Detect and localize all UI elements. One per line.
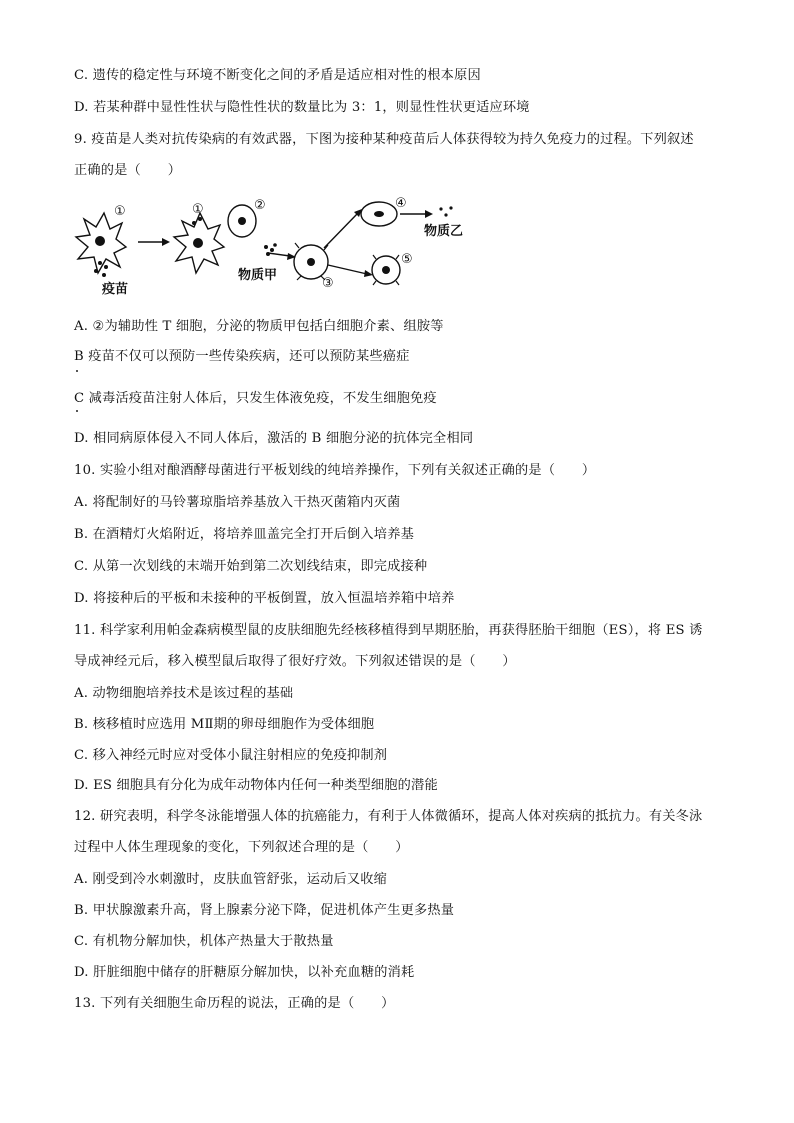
- option-9c: C 减毒活疫苗注射人体后，只发生体液免疫，不发生细胞免疫: [74, 391, 437, 406]
- option-10b: B. 在酒精灯火焰附近，将培养皿盖完全打开后倒入培养基: [74, 527, 414, 542]
- question-11-stem-cont: 导成神经元后，移入模型鼠后取得了很好疗效。下列叙述错误的是（ ）: [74, 654, 516, 669]
- question-10-stem: 10. 实验小组对酿酒酵母菌进行平板划线的纯培养操作，下列有关叙述正确的是（ ）: [74, 463, 596, 478]
- label-substance-a: 物质甲: [238, 268, 278, 283]
- bullet-dot: [76, 410, 78, 412]
- option-10c: C. 从第一次划线的末端开始到第二次划线结束，即完成接种: [74, 559, 428, 574]
- option-11b: B. 核移植时应选用 MⅡ期的卵母细胞作为受体细胞: [74, 717, 375, 732]
- label-cell-4: ④: [395, 196, 407, 211]
- question-9-stem-cont: 正确的是（ ）: [74, 163, 182, 178]
- option-9d: D. 相同病原体侵入不同人体后，激活的 B 细胞分泌的抗体完全相同: [74, 431, 474, 446]
- question-11-stem: 11. 科学家利用帕金森病模型鼠的皮肤细胞先经核移植得到早期胚胎，再获得胚胎干细胞（ES），将 ES 诱: [74, 623, 703, 638]
- immune-process-figure: [70, 193, 470, 301]
- option-10a: A. 将配制好的马铃薯琼脂培养基放入干热灭菌箱内灭菌: [74, 495, 401, 510]
- option-9a: A. ②为辅助性 T 细胞，分泌的物质甲包括白细胞介素、组胺等: [74, 319, 444, 334]
- arrow-4: [328, 265, 367, 274]
- label-cell-2: ②: [254, 198, 266, 213]
- option-11d: D. ES 细胞具有分化为成年动物体内任何一种类型细胞的潜能: [74, 778, 438, 793]
- option-8c: C. 遗传的稳定性与环境不断变化之间的矛盾是适应相对性的根本原因: [74, 68, 481, 83]
- bullet-dot: [76, 370, 78, 372]
- option-12a: A. 刚受到冷水刺激时，皮肤血管舒张，运动后又收缩: [74, 872, 388, 887]
- option-11a: A. 动物细胞培养技术是该过程的基础: [74, 686, 294, 701]
- label-cell-3: ③: [322, 276, 334, 291]
- option-12c: C. 有机物分解加快，机体产热量大于散热量: [74, 934, 334, 949]
- question-12-stem-cont: 过程中人体生理现象的变化，下列叙述合理的是（ ）: [74, 840, 409, 855]
- label-substance-b: 物质乙: [424, 224, 464, 239]
- label-cell-1b: ①: [192, 202, 204, 217]
- option-9b: B 疫苗不仅可以预防一些传染疾病，还可以预防某些癌症: [74, 349, 410, 364]
- label-cell-5: ⑤: [401, 252, 413, 267]
- option-12d: D. 肝脏细胞中储存的肝糖原分解加快，以补充血糖的消耗: [74, 965, 415, 980]
- question-9-stem: 9. 疫苗是人类对抗传染病的有效武器，下图为接种某种疫苗后人体获得较为持久免疫力的过程。下列叙述: [74, 132, 694, 147]
- option-12b: B. 甲状腺激素升高，肾上腺素分泌下降，促进机体产生更多热量: [74, 903, 455, 918]
- question-12-stem: 12. 研究表明，科学冬泳能增强人体的抗癌能力，有利于人体微循环，提高人体对疾病的抵抗力。有关冬泳: [74, 809, 703, 824]
- arrow-2: [268, 253, 290, 256]
- option-8d: D. 若某种群中显性性状与隐性性状的数量比为 3：1，则显性性状更适应环境: [74, 100, 530, 115]
- option-10d: D. 将接种后的平板和未接种的平板倒置，放入恒温培养箱中培养: [74, 591, 455, 606]
- arrow-3: [324, 213, 358, 248]
- question-13-stem: 13. 下列有关细胞生命历程的说法，正确的是（ ）: [74, 996, 395, 1011]
- option-11c: C. 移入神经元时应对受体小鼠注射相应的免疫抑制剂: [74, 748, 388, 763]
- label-cell-1a: ①: [114, 204, 126, 219]
- label-vaccine: 疫苗: [102, 282, 129, 297]
